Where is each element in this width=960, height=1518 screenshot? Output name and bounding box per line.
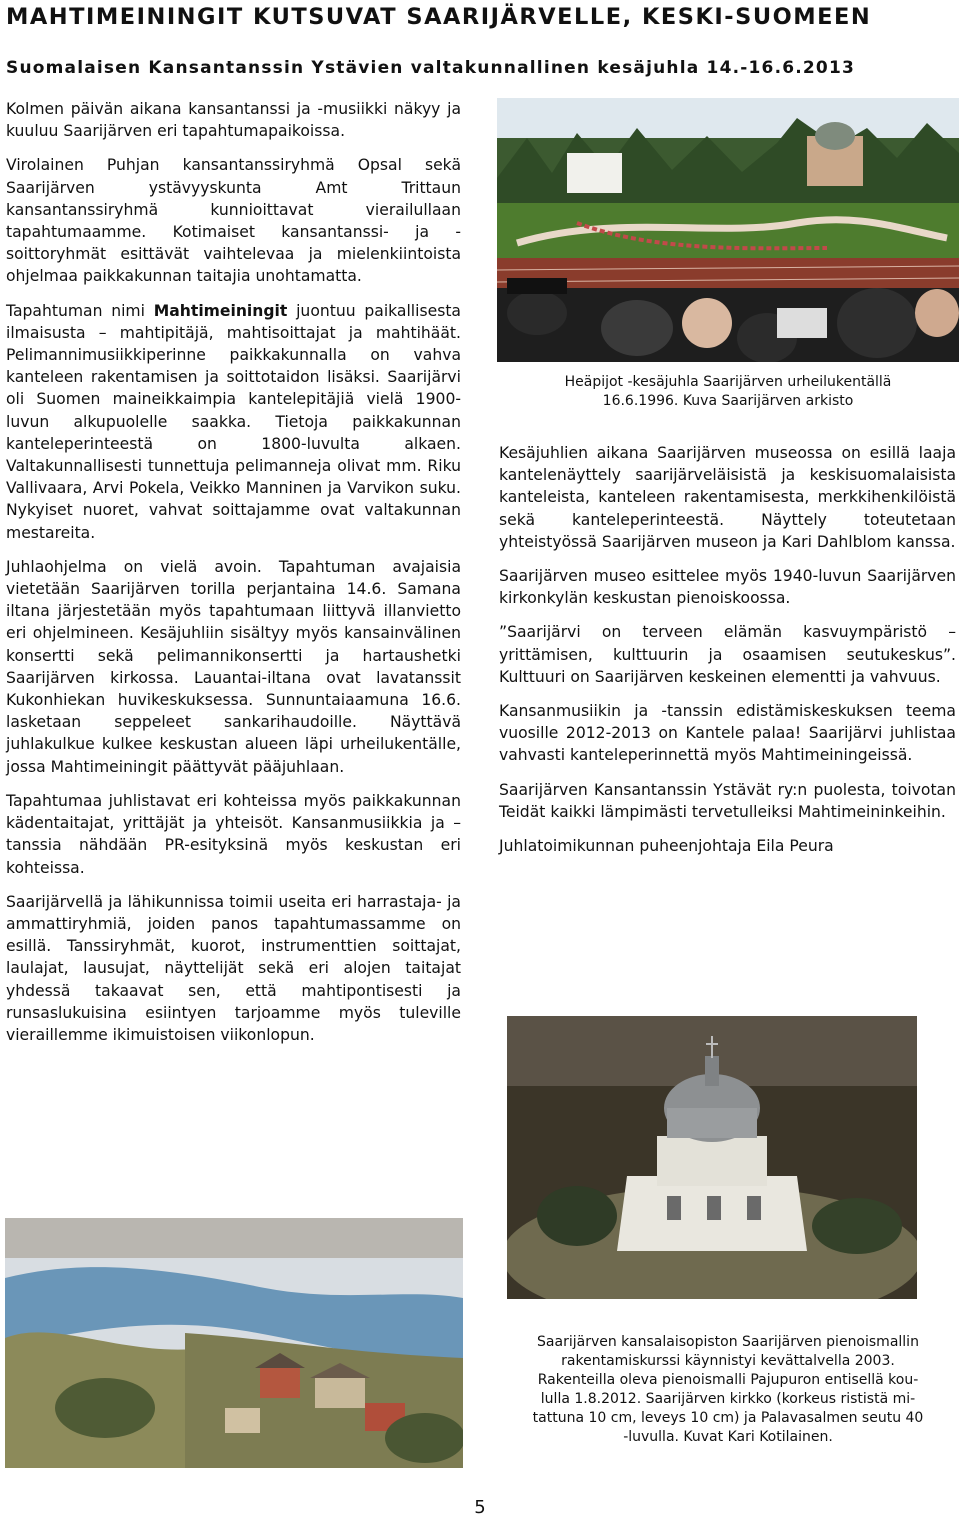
paragraph-slogan: ”Saarijärvi on terveen elämän kasvuympäristö – yrittämisen, kulttuurin ja osaamisen seutukeskus”. Kulttuuri on Saarijärven keskeinen elementti ja vahvuus. <box>499 623 956 686</box>
festival-photo <box>497 98 959 362</box>
paragraph-celebration: Tapahtumaa juhlistavat eri kohteissa myös paikkakunnan kädentaitajat, yrittäjät ja yhteisöt. Kansanmusiikkia ja –tanssia nähdään PR-esityksinä myös keskustan eri kohteissa. <box>6 791 461 877</box>
article-subtitle: Suomalaisen Kansantanssin Ystävien valtakunnallinen kesäjuhla 14.-16.6.2013 <box>6 58 856 78</box>
paragraph-guests: Virolainen Puhjan kansantanssiryhmä Opsal sekä Saarijärven ystävyyskunta Amt Trittaun kansantanssiryhmä kunnioittavat vierailullaan tapahtumaamme. Kotimaiset kansantanssi- ja -soittoryhmät esittävät vaihtelevaa ja mielenkiintoista ohjelmaa paikkakunnan taitajia unohtamatta. <box>6 156 461 286</box>
paragraph-theme: Kansanmusiikin ja -tanssin edistämiskeskuksen teema vuosille 2012-2013 on Kantele palaa! Saarijärvi juhlistaa vahvasti kanteleperinnettä myös Mahtimeiningeissä. <box>499 702 956 765</box>
left-column <box>6 98 461 1058</box>
festival-photo-caption: Heäpijot -kesäjuhla Saarijärven urheilukentällä 16.6.1996. Kuva Saarijärven arkisto <box>564 374 892 409</box>
paragraph-program: Juhlaohjelma on vielä avoin. Tapahtuman avajaisia vietetään Saarijärven torilla perjantaina 14.6. Samana iltana järjestetään myös tapahtumaan liittyvä illanvietto eri ohjelmineen. Kesäjuhliin sisältyy myös kansainvälinen konsertti sekä pelimannikonsertti ja hartaushetki Saarijärven kirkossa. Lauantai-iltana ovat lavatanssit Kukonhiekan huvikeskuksessa. Sunnuntaiaamuna 16.6. lasketaan seppeleet sankarihaudoille. Näyttävä juhlakulkue kulkee keskustan alueen läpi urheilukentälle, jossa Mahtimeiningit päättyvät pääjuhlaan. <box>6 557 461 776</box>
paragraph-groups: Saarijärvellä ja lähikunnissa toimii useita eri harrastaja- ja ammattiryhmiä, joiden panos tapahtumassamme on esillä. Tanssiryhmät, kuorot, instrumenttien soittajat, laulajat, lausujat, näyttelijät sekä eri alojen taitajat yhdessä takaavat sen, että mahtipontisesti ja runsaslukuisina esiintyen tarjoamme myös tuleville vieraillemme ikimuistoisen viikonlopun. <box>6 892 461 1044</box>
landscape-model-photo <box>5 1218 463 1468</box>
paragraph-welcome: Saarijärven Kansantanssin Ystävät ry:n puolesta, toivotan Teidät kaikki lämpimästi tervetulleiksi Mahtimeininkeihin. <box>499 780 956 821</box>
paragraph-museum: Saarijärven museo esittelee myös 1940-luvun Saarijärven kirkonkylän keskustan pienoiskoossa. <box>499 567 956 608</box>
model-photos-caption: Saarijärven kansalaisopiston Saarijärven pienoismallin rakentamiskurssi käynnistyi kevättalvella 2003. Rakenteilla oleva pienoismalli Pajupuron entisellä kou- lulla 1.8.2012. Saarijärven kirkko (korkeus rististä mi- tattuna 10 cm, leveys 10 cm) ja Palavasalmen seutu 40 -luvulla. Kuvat Kari Kotilainen. <box>532 1334 924 1445</box>
paragraph-intro: Kolmen päivän aikana kansantanssi ja -musiikki näkyy ja kuuluu Saarijärven eri tapahtumapaikoissa. <box>6 100 461 141</box>
article-title: MAHTIMEININGIT KUTSUVAT SAARIJÄRVELLE, KESKI-SUOMEEN <box>6 4 872 30</box>
event-name-bold: Mahtimeiningit <box>153 301 288 320</box>
paragraph-name-origin: Tapahtuman nimi Mahtimeiningit juontuu paikallisesta ilmaisusta – mahtipitäjä, mahtisoittajat ja mahtihäät. Pelimannimusiikkiperinne paikkakunnalla on vahva kanteleen rakentamisen ja soittotaidon lisäksi. Saarijärvi oli Suomen maineikkaimpia kantelepitäjiä vielä 1900-luvun alkupuolelle saakka. Tietoja paikkakunnan kanteleperinteestä on 1800-luvulta alkaen. Valtakunnallisesti tunnettuja pelimanneja olivat mm. Riku Vallivaara, Arvi Pokela, Veikko Manninen ja Varvikon suku. Nykyiset nuoret, vahvat soittajamme ovat valtakunnan mestareita. <box>6 301 461 542</box>
paragraph-exhibition: Kesäjuhlien aikana Saarijärven museossa on esillä laaja kantelenäyttely saarijärveläisistä ja keskisuomalaisista kanteleista, kanteleen rakentamisesta, merkkihenkilöistä sekä kanteleperinteestä. Näyttely toteutetaan yhteistyössä Saarijärven museon ja Kari Dahlblom kanssa. <box>499 444 956 551</box>
paragraph-signature: Juhlatoimikunnan puheenjohtaja Eila Peura <box>499 837 834 856</box>
page-number: 5 <box>474 1497 486 1518</box>
right-column <box>499 442 956 869</box>
church-model-photo <box>507 1016 917 1299</box>
